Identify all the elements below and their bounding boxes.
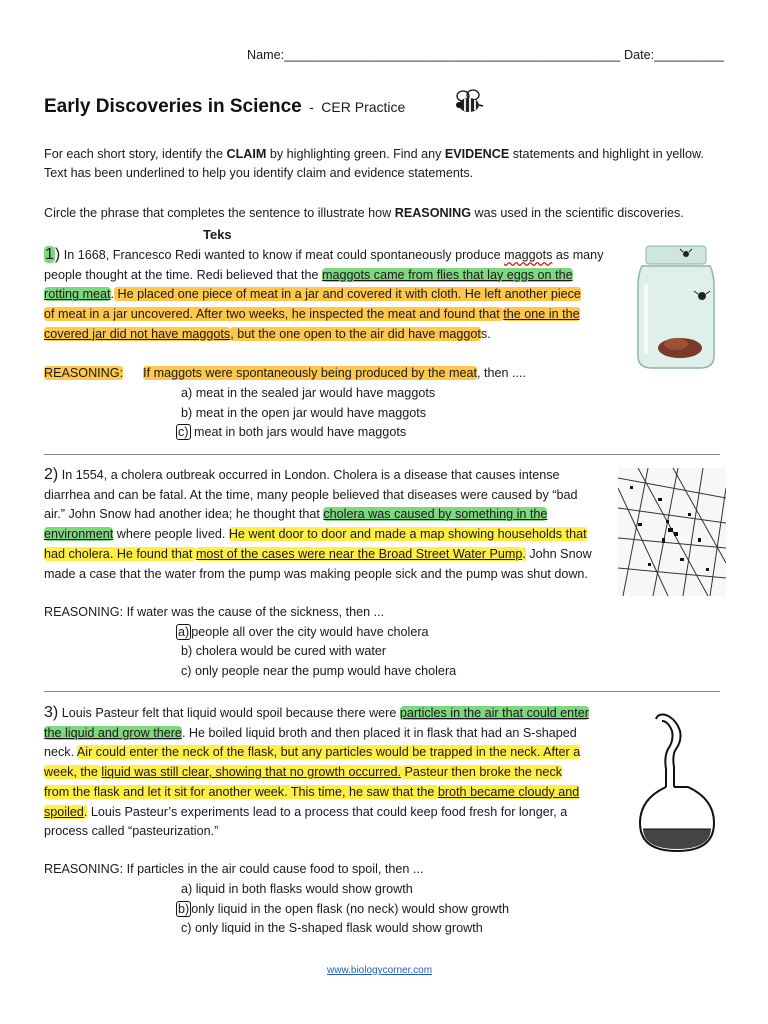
evidence-highlight: He placed one piece of meat in a jar and covered it with cloth. He left another piece — [114, 287, 581, 302]
cholera-map — [618, 468, 726, 596]
bee-icon — [453, 88, 485, 116]
story-text: made a case that the water from the pump was making people sick and the pump was shut down. — [44, 566, 588, 581]
reasoning-keyword: REASONING — [394, 206, 471, 220]
reasoning-text: , then .... — [477, 366, 527, 380]
story-text: neck. — [44, 745, 77, 760]
story-text: . — [110, 287, 114, 302]
footer-link[interactable]: www.biologycorner.com — [327, 965, 433, 976]
evidence-highlight: had cholera. He found that — [44, 546, 196, 561]
instr-text: by highlighting green. Find any — [266, 147, 445, 161]
page-title — [44, 96, 405, 118]
teks-label: Teks — [203, 227, 232, 242]
evidence-highlight: , but the one open to the air did have maggot — [230, 326, 481, 341]
story-text: diarrhea and can be fatal. At the time, many people believed that diseases were caused by “bad — [44, 487, 578, 502]
claim-keyword: CLAIM — [226, 147, 267, 161]
instructions-line2: Text has been underlined to help you identify claim and evidence statements. — [44, 166, 474, 180]
date-label: Date: — [624, 48, 655, 62]
instructions-line1 — [44, 146, 704, 163]
evidence-highlight: spoiled — [44, 804, 84, 819]
option-1b[interactable]: b) meat in the open jar would have maggots — [181, 406, 427, 420]
option-text: meat in both jars would have maggots — [190, 425, 407, 439]
claim-highlight: environment — [44, 527, 114, 542]
story-text: In 1668, Francesco Redi wanted to know if meat could spontaneously produce — [60, 248, 505, 262]
option-2c[interactable]: c) only people near the pump would have cholera — [181, 664, 457, 678]
option-circle: b) — [178, 902, 190, 916]
option-2b[interactable]: b) cholera would be cured with water — [181, 644, 387, 658]
option-text: only liquid in the open flask (no neck) would show growth — [191, 902, 510, 916]
evidence-highlight: of meat in a jar uncovered. After two weeks, he inspected the meat and found that — [44, 307, 504, 322]
story-text: . He boiled liquid broth and then placed it in flask that had an S-shaped — [181, 725, 577, 740]
story-3 — [44, 703, 614, 842]
story-paren: ) — [54, 246, 61, 263]
instr-text: Circle the phrase that completes the sentence to illustrate how — [44, 206, 395, 220]
evidence-highlight: liquid was still clear, showing that no growth occurred. — [101, 765, 402, 780]
evidence-highlight: covered jar did not have maggots — [44, 326, 231, 341]
story-text: s. — [480, 326, 491, 341]
reasoning-1 — [44, 365, 526, 382]
date-field[interactable] — [624, 47, 724, 64]
evidence-highlight: from the flask and let it sit for another week. This time, he saw that the — [44, 784, 438, 799]
evidence-highlight: the one in the — [503, 307, 580, 322]
reasoning-3: REASONING: If particles in the air could cause food to spoil, then ... — [44, 862, 424, 876]
option-3b[interactable] — [176, 900, 509, 920]
evidence-highlight: . — [522, 546, 526, 561]
reasoning-label: REASONING: — [44, 366, 124, 380]
option-circle: a) — [178, 625, 190, 639]
jar-photo — [628, 244, 724, 372]
option-text: people all over the city would have cholera — [191, 625, 429, 639]
story-text: where people lived. — [113, 527, 229, 542]
story-text: people thought at the time. Redi believed that the — [44, 267, 322, 282]
option-2a[interactable] — [176, 623, 429, 643]
divider — [44, 454, 720, 455]
claim-highlight: particles in the air that could enter — [399, 706, 589, 720]
name-line: ________________________________________________ — [284, 48, 621, 62]
claim-highlight: cholera was caused by something in the — [323, 507, 548, 522]
evidence-highlight: Air could enter the neck of the flask, but any particles would be trapped in the neck. After a — [76, 745, 581, 760]
option-1a[interactable]: a) meat in the sealed jar would have maggots — [181, 386, 436, 400]
option-3a[interactable]: a) liquid in both flasks would show growth — [181, 882, 413, 896]
story-text: Louis Pasteur’s experiments lead to a process that could keep food fresh for longer, a — [87, 804, 568, 819]
reasoning-highlight: If maggots were spontaneously being produced by the meat — [143, 366, 478, 380]
story-text: Louis Pasteur felt that liquid would spoil because there were — [58, 706, 400, 720]
instr-text: For each short story, identify the — [44, 147, 227, 161]
claim-highlight: the liquid and grow there — [44, 725, 182, 740]
reasoning-2: REASONING: If water was the cause of the sickness, then ... — [44, 605, 385, 619]
divider — [44, 691, 720, 692]
story-text: John Snow — [525, 546, 592, 561]
evidence-highlight: He went door to door and made a map showing households that — [228, 527, 587, 542]
claim-highlight: maggots came from flies that lay eggs on the — [321, 267, 573, 282]
story-2 — [44, 465, 614, 584]
title-dash: - — [309, 99, 314, 115]
evidence-highlight: week, the — [44, 765, 102, 780]
claim-highlight: rotting meat — [44, 287, 111, 302]
maggots-word: maggots — [504, 248, 553, 262]
evidence-highlight: Pasteur then broke the neck — [401, 765, 563, 780]
name-field[interactable] — [247, 47, 620, 64]
story-text: air.” John Snow had another idea; he thought that — [44, 507, 324, 522]
swan-neck-flask — [636, 711, 718, 855]
option-3c[interactable]: c) only liquid in the S-shaped flask would show growth — [181, 921, 483, 935]
title-sub: CER Practice — [321, 99, 406, 115]
story-number: 2) — [44, 466, 59, 483]
evidence-highlight: broth became cloudy and — [437, 784, 580, 799]
option-1c[interactable] — [176, 423, 406, 443]
instr-text: was used in the scientific discoveries. — [471, 206, 684, 220]
story-text: as many — [552, 248, 604, 262]
story-text: In 1554, a cholera outbreak occurred in London. Cholera is a disease that causes intense — [58, 468, 560, 482]
date-line: __________ — [654, 48, 725, 62]
evidence-keyword: EVIDENCE — [444, 147, 510, 161]
story-number: 3) — [44, 704, 59, 721]
story-text: process called “pasteurization.” — [44, 824, 219, 839]
option-circle: c) — [178, 425, 189, 439]
story-number: 1 — [45, 246, 54, 263]
evidence-highlight: most of the cases were near the Broad Street Water Pump — [195, 546, 523, 561]
story-1 — [44, 245, 614, 345]
instr-text: statements and highlight in yellow. — [509, 147, 704, 161]
name-label: Name: — [247, 48, 285, 62]
title-main: Early Discoveries in Science — [44, 96, 302, 117]
instructions-line3 — [44, 205, 684, 222]
evidence-highlight: . — [83, 804, 88, 819]
